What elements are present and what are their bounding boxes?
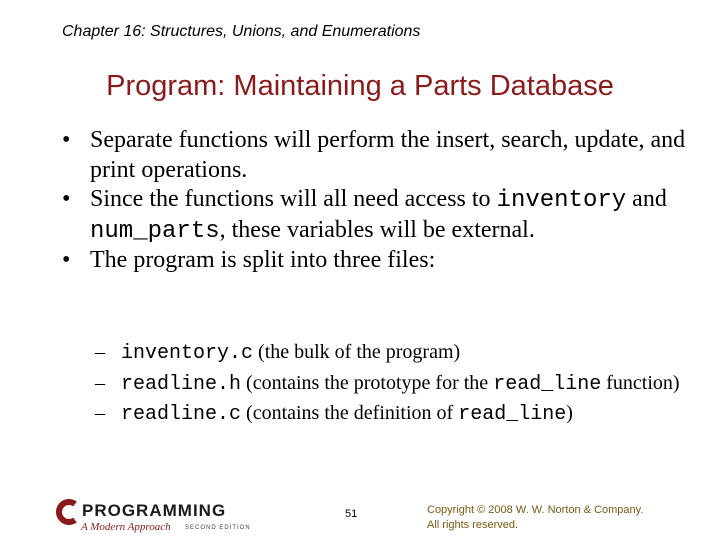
copyright [427, 503, 687, 533]
code-inventory: inventory [496, 187, 627, 214]
sub-bullet-item [95, 399, 695, 430]
sub-bullet-text: ) [566, 402, 573, 424]
code-readline-h: readline.h [121, 372, 242, 396]
bullet-mark: • [62, 127, 71, 153]
dash-mark: – [95, 402, 105, 424]
slide-title: Program: Maintaining a Parts Database [106, 70, 614, 102]
book-logo [55, 499, 270, 541]
bullet-mark: • [62, 186, 71, 212]
dash-mark: – [95, 371, 105, 394]
sub-bullet-item [95, 338, 695, 369]
bullet-item [62, 246, 702, 276]
code-num-parts: num_parts [90, 217, 220, 245]
code-readline-c: readline.c [121, 403, 242, 426]
dash-mark: – [95, 341, 105, 363]
code-inventory-c: inventory.c [121, 342, 254, 365]
bullet-text: The program is split into three files: [90, 247, 436, 273]
chapter-header: Chapter 16: Structures, Unions, and Enumerations [62, 23, 421, 40]
bullet-item [62, 126, 702, 185]
bullet-text: and [626, 186, 667, 212]
sub-bullet-list [95, 338, 695, 430]
logo-edition: SECOND EDITION [185, 525, 251, 531]
bullet-list [62, 126, 702, 276]
sub-bullet-text: function) [601, 371, 680, 394]
sub-bullet-text: (contains the prototype for the [241, 371, 494, 394]
logo-title: PROGRAMMING [82, 501, 227, 520]
sub-bullet-text: (contains the definition of [241, 402, 459, 424]
sub-bullet-text: (the bulk of the program) [253, 341, 461, 363]
bullet-text: Since the functions will all need access to [90, 186, 497, 212]
sub-bullet-item [95, 369, 695, 400]
bullet-item [62, 185, 702, 246]
copyright-line: Copyright © 2008 W. W. Norton & Company. [427, 504, 644, 516]
c-logo-icon [55, 499, 79, 525]
bullet-text: , these variables will be external. [219, 216, 535, 243]
bullet-text: Separate functions will perform the insert, search, update, and print operations. [90, 127, 686, 183]
bullet-mark: • [62, 247, 71, 273]
logo-subtitle: A Modern Approach [81, 521, 171, 533]
page-number: 51 [345, 508, 358, 520]
code-read-line: read_line [493, 372, 602, 396]
copyright-line: All rights reserved. [427, 519, 519, 531]
code-read-line: read_line [458, 403, 567, 426]
